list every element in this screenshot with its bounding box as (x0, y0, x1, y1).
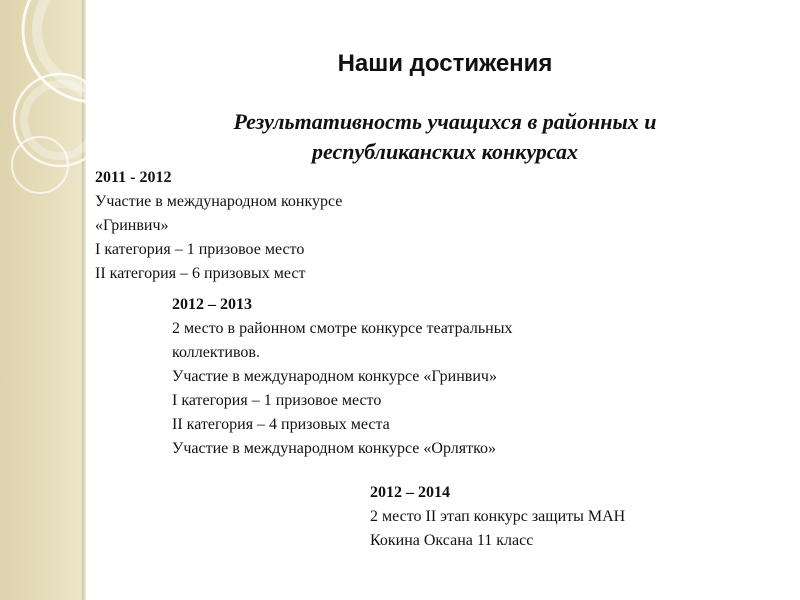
block-year: 2012 – 2014 (370, 484, 450, 501)
block-line: 2 место в районном смотре конкурсе театральных (172, 320, 513, 337)
slide-subtitle: Результативность учащихся в районных и республиканских конкурсах (233, 109, 657, 164)
block-year: 2011 - 2012 (95, 169, 172, 186)
block-line: коллективов. (172, 344, 260, 361)
block-line: 2 место II этап конкурс защиты МАН (370, 508, 626, 525)
slide-title: Наши достижения (337, 50, 553, 77)
block-line: I категория – 1 призовое место (172, 392, 382, 409)
achievement-block-2012-2013 (172, 293, 512, 461)
block-line: Участие в международном конкурсе «Орлятко» (172, 440, 497, 457)
block-line: Участие в международном конкурсе «Гринвич» (172, 368, 497, 385)
block-line: «Гринвич» (95, 217, 169, 234)
block-line: II категория – 4 призовых места (172, 416, 390, 433)
achievement-block-2011-2012 (95, 166, 342, 286)
block-line: Участие в международном конкурсе (95, 193, 343, 210)
block-line: II категория – 6 призовых мест (95, 265, 306, 282)
block-line: I категория – 1 призовое место (95, 241, 305, 258)
achievement-block-2012-2014 (370, 481, 625, 553)
block-line: Кокина Оксана 11 класс (370, 532, 534, 549)
block-year: 2012 – 2013 (172, 296, 252, 313)
